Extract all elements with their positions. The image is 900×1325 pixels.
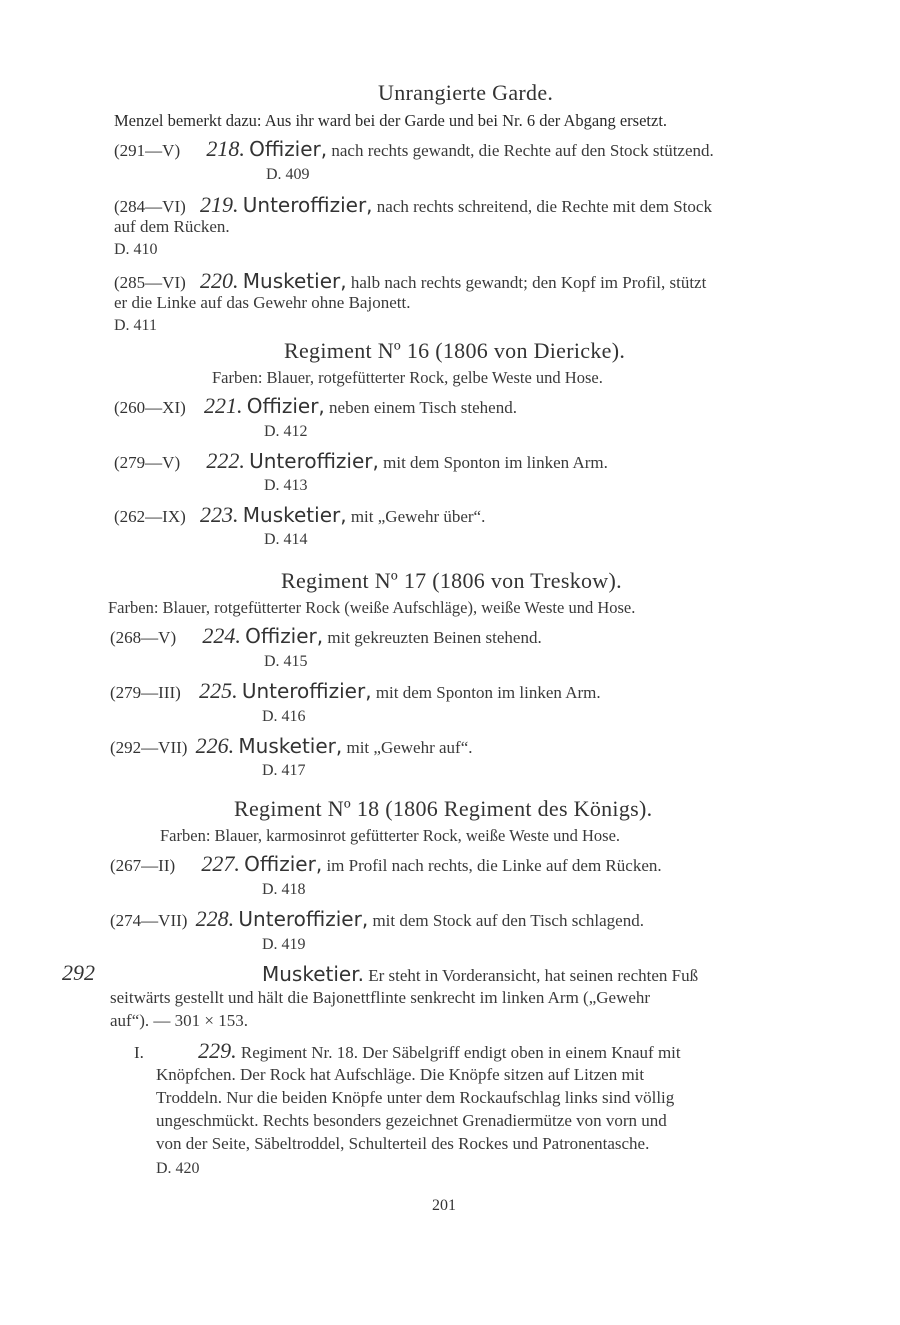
entry-rank: Offizier,	[246, 394, 325, 418]
entry-d-number: D. 415	[264, 653, 308, 670]
entry-number: 220.	[200, 268, 239, 293]
entry-number: 223.	[200, 502, 239, 527]
entry-rank: Musketier,	[242, 503, 347, 527]
entry-227	[110, 853, 662, 877]
entry-225	[110, 680, 601, 704]
subentry-229-line-2: Knöpfchen. Der Rock hat Aufschläge. Die Knöpfe sitzen auf Litzen mit	[156, 1065, 645, 1084]
entry-desc: mit dem Sponton im linken Arm.	[375, 683, 601, 702]
entry-223	[114, 504, 485, 528]
entry-number: 228.	[195, 906, 235, 931]
entry-number: 222.	[206, 448, 245, 473]
block-292-line-2: seitwärts gestellt und hält die Bajonettflinte senkrecht im linken Arm („Gewehr	[110, 988, 651, 1007]
entry-d-number: D. 418	[262, 881, 306, 898]
entry-number: 225.	[199, 678, 238, 703]
entry-221	[114, 395, 517, 419]
entry-224	[110, 625, 542, 649]
entry-d-number: D. 416	[262, 708, 306, 725]
section-title-unrangierte-garde: Unrangierte Garde.	[378, 80, 554, 105]
subentry-229-line-5: von der Seite, Säbeltroddel, Schulterteil des Rockes und Patronentasche.	[156, 1134, 650, 1153]
entry-number: 219.	[200, 192, 239, 217]
entry-desc: halb nach rechts gewandt; den Kopf im Profil, stützt	[350, 273, 707, 292]
entry-d-number: D. 413	[264, 477, 308, 494]
entry-rank: Unteroffizier,	[241, 679, 372, 703]
section-farben: Farben: Blauer, karmosinrot gefütterter Rock, weiße Weste und Hose.	[160, 826, 621, 845]
entry-desc-continued: auf dem Rücken.	[114, 217, 230, 236]
entry-desc: mit dem Stock auf den Tisch schlagend.	[372, 911, 644, 930]
entry-ref: (284—VI)	[114, 197, 186, 216]
entry-ref: (267—II)	[110, 856, 176, 875]
margin-number: 292	[62, 960, 95, 985]
entry-226	[110, 735, 473, 759]
entry-d-number: D. 411	[114, 317, 157, 334]
entry-desc: Er steht in Vorderansicht, hat seinen rechten Fuß	[368, 966, 699, 985]
entry-desc: Regiment Nr. 18. Der Säbelgriff endigt oben in einem Knauf mit	[240, 1043, 681, 1062]
section-farben: Farben: Blauer, rotgefütterter Rock, gelbe Weste und Hose.	[212, 368, 603, 387]
entry-ref: (285—VI)	[114, 273, 186, 292]
section-title-regiment-16: Regiment Nº 16 (1806 von Diericke).	[284, 338, 626, 363]
entry-desc-continued: er die Linke auf das Gewehr ohne Bajonett.	[114, 293, 411, 312]
subentry-229-line-4: ungeschmückt. Rechts besonders gezeichnet Grenadiermütze von vorn und	[156, 1111, 667, 1130]
subentry-229-line-1	[134, 1040, 681, 1064]
entry-number: 226.	[195, 733, 235, 758]
entry-number: 221.	[204, 393, 243, 418]
entry-d-number: D. 409	[266, 166, 310, 183]
entry-222	[114, 450, 608, 474]
entry-ref: (291—V)	[114, 141, 181, 160]
entry-desc: nach rechts schreitend, die Rechte mit dem Stock	[376, 197, 712, 216]
entry-219	[114, 194, 712, 218]
entry-ref: (268—V)	[110, 628, 177, 647]
entry-220	[114, 270, 706, 294]
entry-rank: Unteroffizier,	[242, 193, 373, 217]
entry-rank: Unteroffizier,	[238, 907, 369, 931]
entry-d-number: D. 410	[114, 241, 158, 258]
entry-desc: im Profil nach rechts, die Linke auf dem Rücken.	[326, 856, 662, 875]
entry-228	[110, 908, 644, 932]
section-note: Menzel bemerkt dazu: Aus ihr ward bei der Garde und bei Nr. 6 der Abgang ersetzt.	[114, 111, 668, 130]
entry-rank: Unteroffizier,	[249, 449, 379, 473]
entry-number: 227.	[201, 851, 240, 876]
entry-desc: mit „Gewehr auf“.	[346, 738, 473, 757]
subentry-229-line-3: Troddeln. Nur die beiden Knöpfe unter dem Rockaufschlag links sind völlig	[156, 1088, 675, 1107]
entry-rank: Offizier,	[244, 852, 323, 876]
entry-d-number: D. 420	[156, 1160, 200, 1177]
entry-ref: (260—XI)	[114, 398, 186, 417]
entry-desc: neben einem Tisch stehend.	[329, 398, 517, 417]
entry-d-number: D. 419	[262, 936, 306, 953]
entry-ref: (279—V)	[114, 453, 181, 472]
entry-rank: Offizier,	[249, 137, 328, 161]
entry-desc: nach rechts gewandt, die Rechte auf den Stock stützend.	[331, 141, 714, 160]
block-292-line-1	[262, 963, 698, 987]
entry-desc: mit „Gewehr über“.	[350, 507, 486, 526]
section-farben: Farben: Blauer, rotgefütterter Rock (weiße Aufschläge), weiße Weste und Hose.	[108, 598, 636, 617]
entry-desc: mit dem Sponton im linken Arm.	[383, 453, 608, 472]
entry-ref: (262—IX)	[114, 507, 186, 526]
entry-desc: mit gekreuzten Beinen stehend.	[327, 628, 542, 647]
entry-rank: Musketier.	[262, 962, 364, 986]
entry-218	[114, 138, 714, 162]
section-title-regiment-17: Regiment Nº 17 (1806 von Treskow).	[281, 568, 622, 593]
page-number: 201	[432, 1197, 456, 1214]
entry-rank: Musketier,	[242, 269, 347, 293]
entry-d-number: D. 414	[264, 531, 308, 548]
entry-number: 218.	[206, 136, 245, 161]
entry-d-number: D. 412	[264, 423, 308, 440]
subentry-ref: I.	[134, 1043, 144, 1062]
entry-ref: (279—III)	[110, 683, 181, 702]
entry-number: 224.	[202, 623, 241, 648]
block-292-line-3: auf“). — 301 × 153.	[110, 1011, 249, 1030]
entry-rank: Musketier,	[238, 734, 343, 758]
entry-number: 229.	[198, 1038, 237, 1063]
entry-ref: (292—VII)	[110, 738, 188, 757]
entry-ref: (274—VII)	[110, 911, 188, 930]
entry-rank: Offizier,	[245, 624, 324, 648]
section-title-regiment-18: Regiment Nº 18 (1806 Regiment des Königs).	[234, 796, 653, 821]
entry-d-number: D. 417	[262, 762, 306, 779]
